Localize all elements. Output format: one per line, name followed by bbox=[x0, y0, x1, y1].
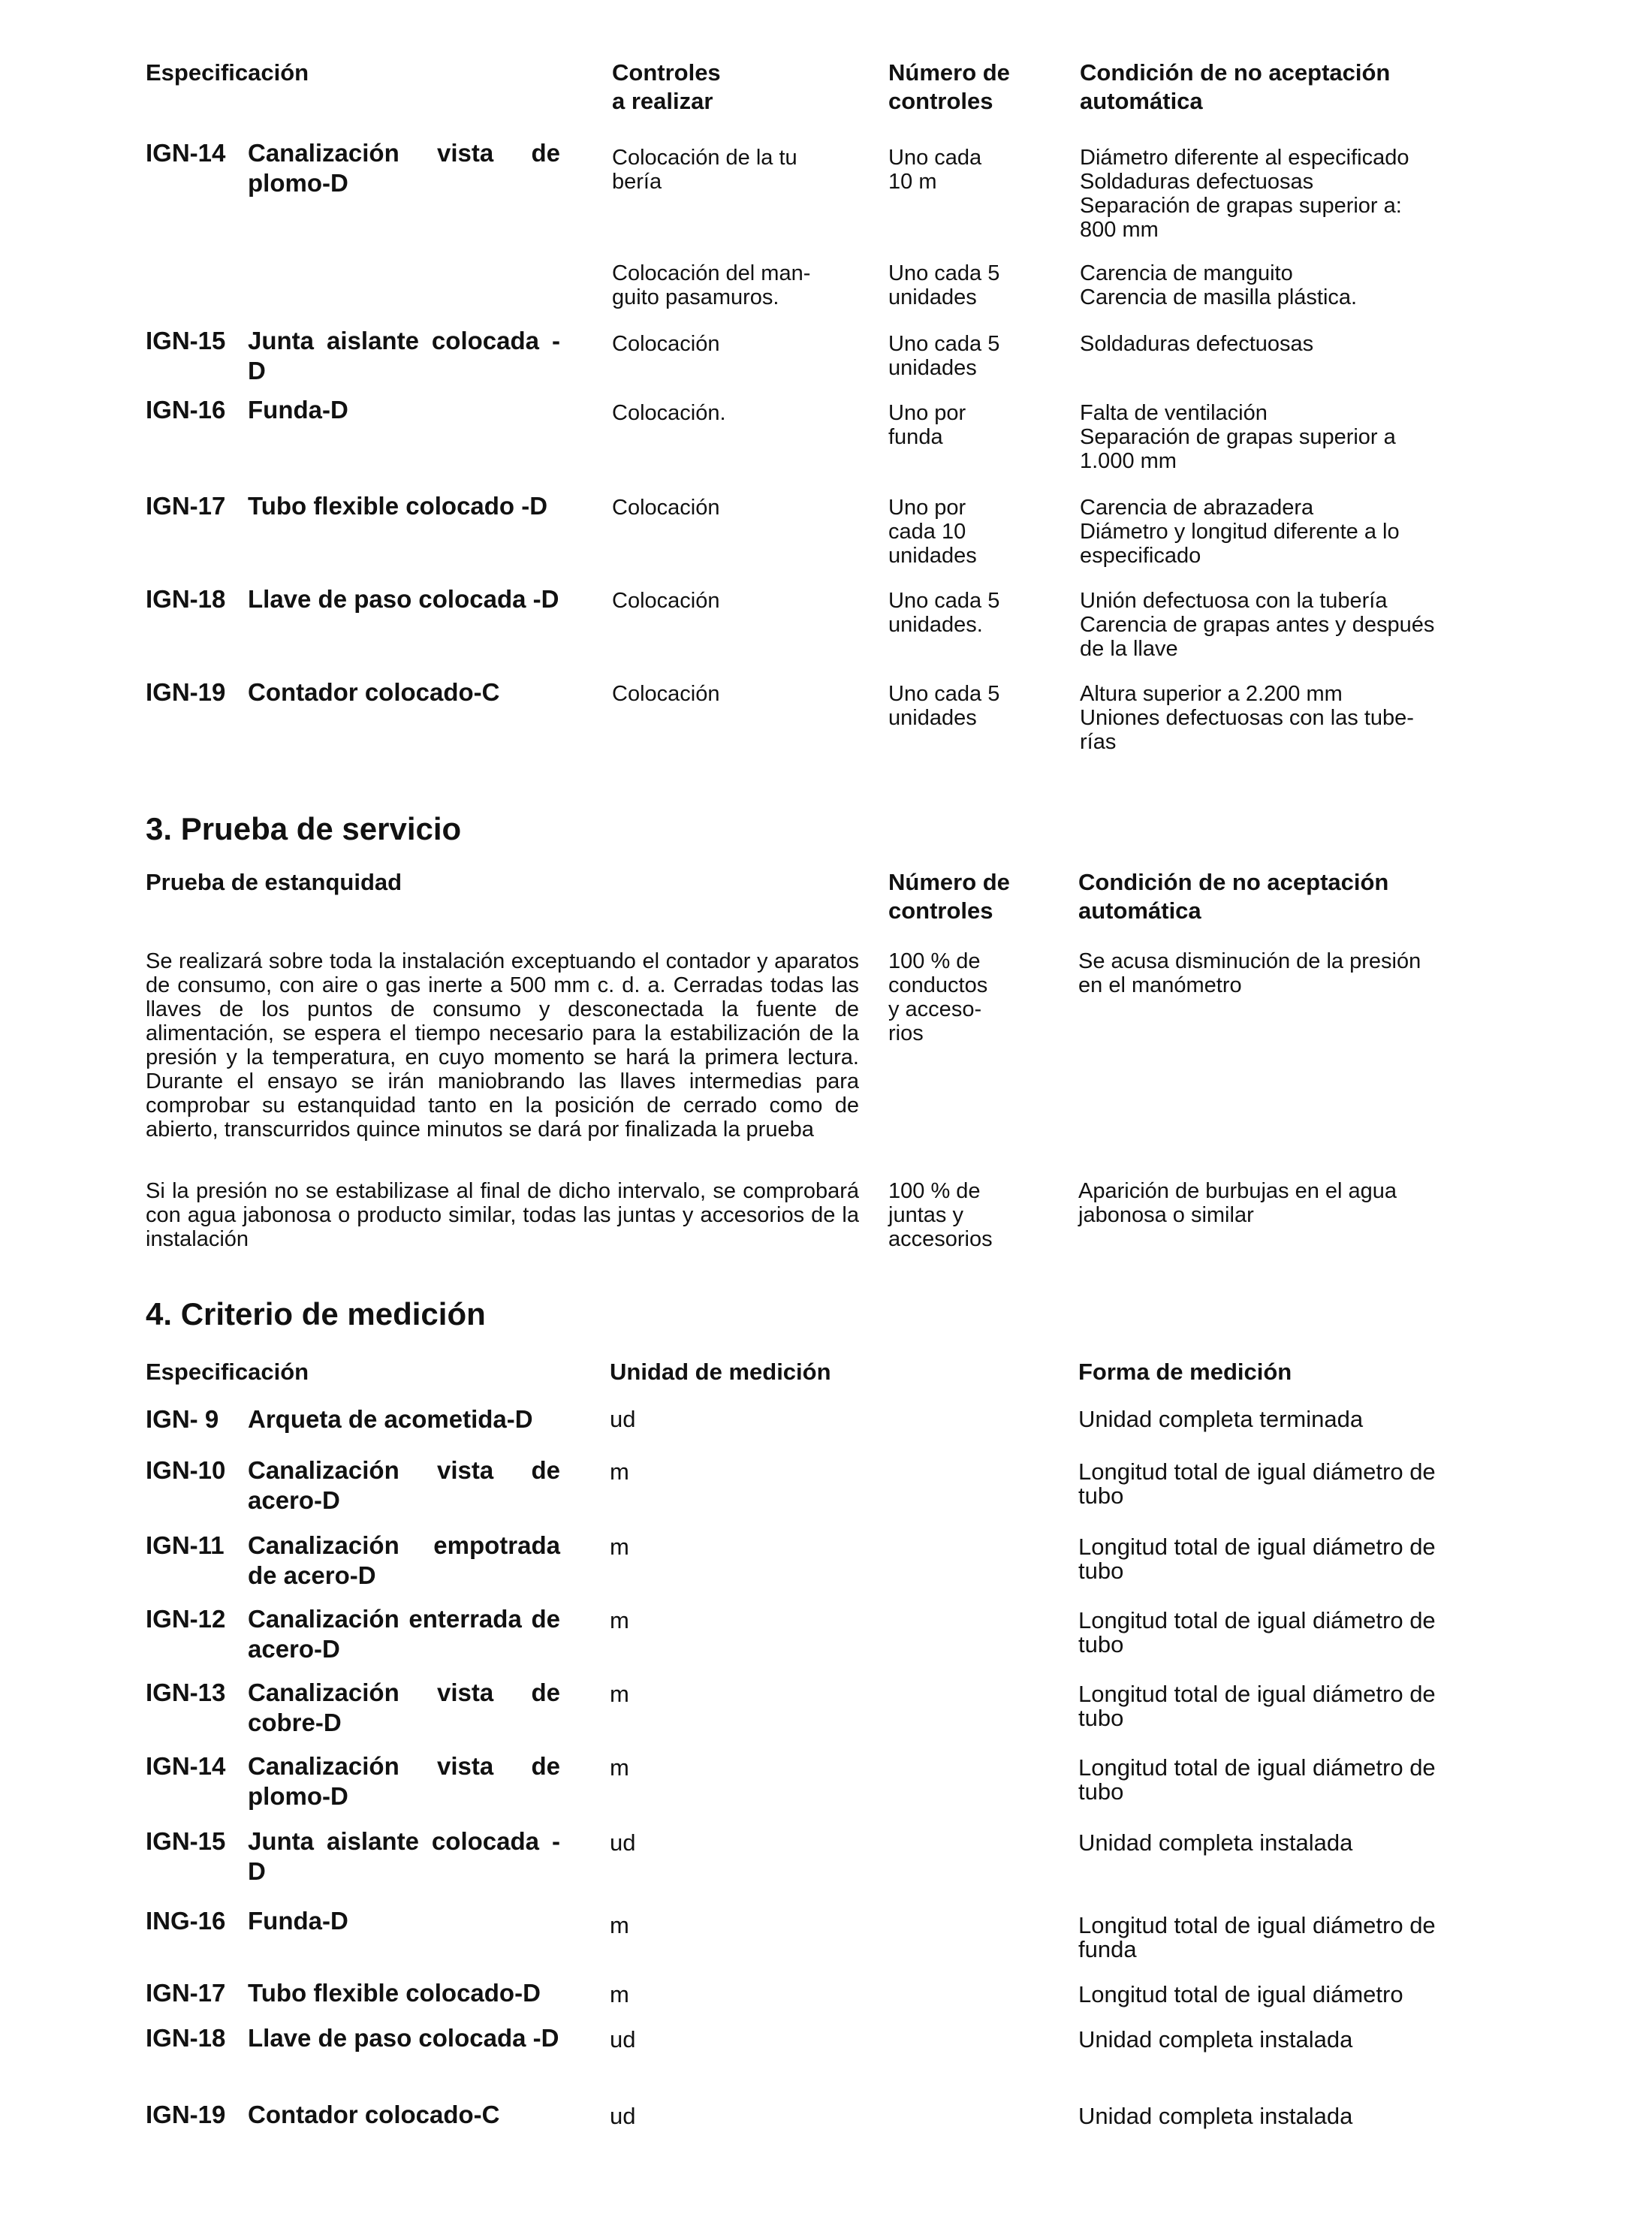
row-condition: Diámetro diferente al especificado Soldaduras defectuosas Separación de grapas superior a: 800 mm bbox=[1080, 146, 1409, 242]
measure-code: IGN-11 bbox=[146, 1531, 225, 1559]
measure-name: Canalización vista de plomo-D bbox=[248, 1752, 560, 1810]
test-paragraph: Se realizará sobre toda la instalación exceptuando el contador y aparatos de consumo, con aire o gas inerte a 500 mm c. d. a. Cerradas todas las llaves de los puntos de consumo y desconectada la fuente de alimentación, se espera el tiempo necesario para la estabilización de la presión y la temperatura, en cuyo momento se hará la primera lectura. Durante el ensayo se irán maniobrando las llaves intermedias para comprobar su estanquidad tanto en la posición de cerrado como de abierto, transcurridos quince minutos se dará por finalizada la prueba bbox=[146, 949, 859, 1142]
measure-unit: ud bbox=[610, 2026, 636, 2053]
measure-unit: m bbox=[610, 1681, 629, 1707]
row-number: Uno cada 5 unidades bbox=[888, 261, 1000, 309]
measure-code: IGN-12 bbox=[146, 1605, 226, 1633]
row-number: Uno cada 5 unidades bbox=[888, 332, 1000, 380]
header-number: Número de controles bbox=[888, 869, 1010, 924]
row-control: Colocación bbox=[612, 496, 720, 520]
test-paragraph: Si la presión no se estabilizase al final de dicho intervalo, se comprobará con agua jabonosa o producto similar, todas las juntas y accesorios de la instalación bbox=[146, 1179, 859, 1251]
measure-form: Unidad completa instalada bbox=[1078, 1829, 1353, 1856]
row-name: Funda-D bbox=[248, 396, 348, 424]
measure-code: IGN- 9 bbox=[146, 1405, 219, 1433]
measure-code: IGN-13 bbox=[146, 1679, 226, 1706]
measure-form: Longitud total de igual diámetro de tubo bbox=[1078, 1681, 1436, 1731]
row-number: Uno por cada 10 unidades bbox=[888, 496, 977, 568]
row-number: Uno por funda bbox=[888, 401, 966, 449]
row-condition: Altura superior a 2.200 mm Uniones defectuosas con las tube- rías bbox=[1080, 682, 1414, 754]
measure-name: Canalización vista de cobre-D bbox=[248, 1679, 560, 1736]
row-number: Uno cada 5 unidades bbox=[888, 682, 1000, 730]
row-control: Colocación bbox=[612, 589, 720, 613]
measure-form: Unidad completa terminada bbox=[1078, 1406, 1364, 1432]
row-number: Uno cada 10 m bbox=[888, 146, 982, 194]
row-condition: Falta de ventilación Separación de grapas superior a 1.000 mm bbox=[1080, 401, 1396, 473]
row-code: IGN-19 bbox=[146, 678, 226, 706]
measure-unit: ud bbox=[610, 1406, 636, 1432]
row-code: IGN-18 bbox=[146, 585, 226, 613]
row-code: IGN-15 bbox=[146, 327, 226, 354]
section-title: 3. Prueba de servicio bbox=[146, 811, 462, 846]
row-name: Tubo flexible colocado -D bbox=[248, 492, 548, 520]
measure-name: Junta aislante colocada -D bbox=[248, 1827, 560, 1885]
measure-form: Longitud total de igual diámetro de tubo bbox=[1078, 1534, 1436, 1584]
header-unit: Unidad de medición bbox=[610, 1359, 831, 1385]
row-control: Colocación. bbox=[612, 401, 726, 425]
measure-form: Longitud total de igual diámetro de tubo bbox=[1078, 1754, 1436, 1805]
measure-name: Canalización enterrada de acero-D bbox=[248, 1605, 560, 1663]
measure-form: Longitud total de igual diámetro de funda bbox=[1078, 1912, 1436, 1962]
test-number: 100 % de juntas y accesorios bbox=[888, 1179, 993, 1251]
measure-unit: m bbox=[610, 1912, 629, 1938]
measure-form: Longitud total de igual diámetro bbox=[1078, 1981, 1403, 2007]
measure-form: Longitud total de igual diámetro de tubo bbox=[1078, 1458, 1436, 1509]
header-condition: Condición de no aceptación automática bbox=[1080, 59, 1391, 114]
row-control: Colocación bbox=[612, 682, 720, 706]
row-condition: Soldaduras defectuosas bbox=[1080, 332, 1314, 356]
measure-form: Unidad completa instalada bbox=[1078, 2026, 1353, 2053]
header-controls: Controles a realizar bbox=[612, 59, 721, 114]
header-condition: Condición de no aceptación automática bbox=[1078, 869, 1389, 924]
row-code: IGN-14 bbox=[146, 139, 226, 167]
measure-name: Tubo flexible colocado-D bbox=[248, 1979, 541, 2007]
row-control: Colocación bbox=[612, 332, 720, 356]
measure-unit: m bbox=[610, 1534, 629, 1560]
measure-name: Canalización empotrada de acero-D bbox=[248, 1531, 560, 1589]
header-spec: Especificación bbox=[146, 1359, 309, 1385]
measure-name: Arqueta de acometida-D bbox=[248, 1405, 533, 1433]
row-name: Contador colocado-C bbox=[248, 678, 500, 706]
measure-code: IGN-15 bbox=[146, 1827, 226, 1855]
header-number: Número de controles bbox=[888, 59, 1010, 114]
measure-unit: ud bbox=[610, 1829, 636, 1856]
row-condition: Carencia de manguito Carencia de masilla plástica. bbox=[1080, 261, 1358, 309]
test-condition: Aparición de burbujas en el agua jabonosa o similar bbox=[1078, 1179, 1397, 1227]
measure-name: Contador colocado-C bbox=[248, 2101, 500, 2128]
header-form: Forma de medición bbox=[1078, 1359, 1292, 1385]
row-control: Colocación del man- guito pasamuros. bbox=[612, 261, 811, 309]
row-condition: Unión defectuosa con la tubería Carencia de grapas antes y después de la llave bbox=[1080, 589, 1435, 661]
measure-name: Funda-D bbox=[248, 1907, 348, 1935]
measure-unit: ud bbox=[610, 2103, 636, 2129]
measure-code: ING-16 bbox=[146, 1907, 226, 1935]
measure-code: IGN-17 bbox=[146, 1979, 226, 2007]
row-name: Canalización vista de plomo-D bbox=[248, 139, 560, 197]
row-name: Junta aislante colocada -D bbox=[248, 327, 560, 385]
measure-unit: m bbox=[610, 1981, 629, 2007]
row-condition: Carencia de abrazadera Diámetro y longitud diferente a lo especificado bbox=[1080, 496, 1400, 568]
measure-code: IGN-19 bbox=[146, 2101, 226, 2128]
row-name: Llave de paso colocada -D bbox=[248, 585, 559, 613]
measure-name: Llave de paso colocada -D bbox=[248, 2024, 559, 2052]
measure-code: IGN-14 bbox=[146, 1752, 226, 1780]
measure-form: Longitud total de igual diámetro de tubo bbox=[1078, 1607, 1436, 1657]
section-title: 4. Criterio de medición bbox=[146, 1296, 486, 1332]
measure-code: IGN-18 bbox=[146, 2024, 226, 2052]
measure-unit: m bbox=[610, 1458, 629, 1485]
row-code: IGN-16 bbox=[146, 396, 226, 424]
measure-code: IGN-10 bbox=[146, 1456, 226, 1484]
header-spec: Especificación bbox=[146, 59, 309, 86]
row-number: Uno cada 5 unidades. bbox=[888, 589, 1000, 637]
measure-name: Canalización vista de acero-D bbox=[248, 1456, 560, 1514]
row-control: Colocación de la tu bería bbox=[612, 146, 797, 194]
test-condition: Se acusa disminución de la presión en el manómetro bbox=[1078, 949, 1421, 997]
test-number: 100 % de conductos y acceso- rios bbox=[888, 949, 988, 1045]
measure-form: Unidad completa instalada bbox=[1078, 2103, 1353, 2129]
header-test: Prueba de estanquidad bbox=[146, 869, 402, 895]
measure-unit: m bbox=[610, 1607, 629, 1633]
row-code: IGN-17 bbox=[146, 492, 226, 520]
measure-unit: m bbox=[610, 1754, 629, 1781]
